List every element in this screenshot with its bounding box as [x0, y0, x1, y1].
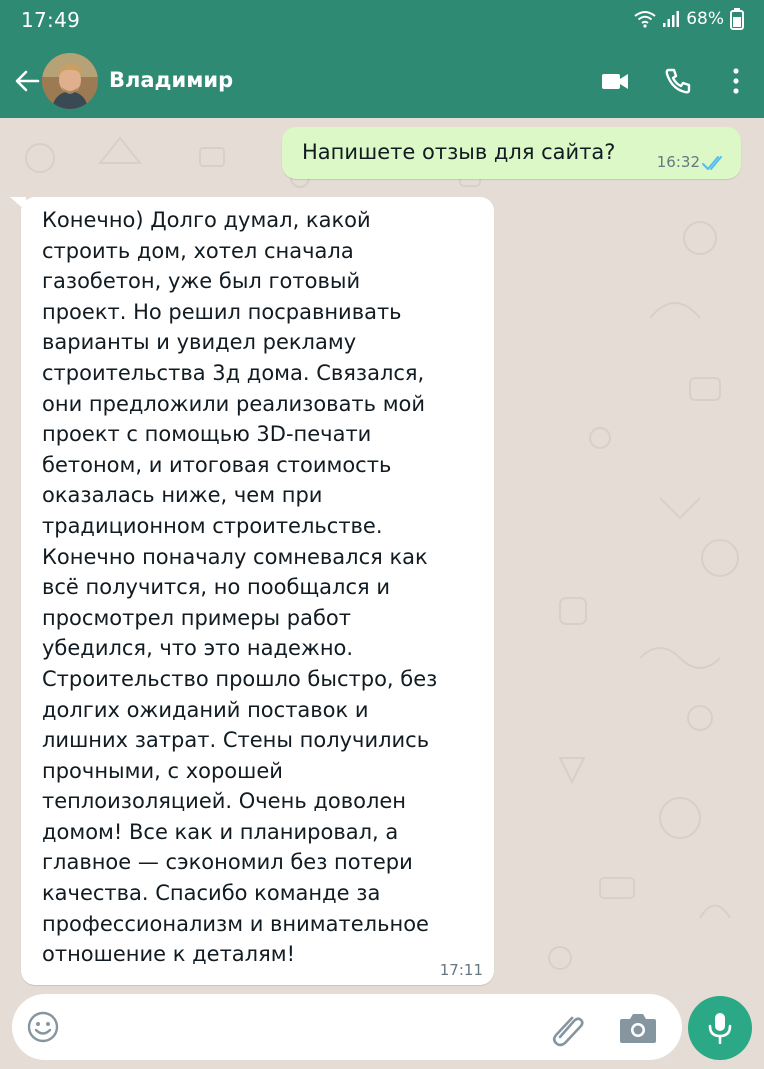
avatar[interactable]	[42, 53, 98, 109]
read-ticks-icon	[701, 155, 729, 171]
mic-icon	[707, 1012, 733, 1044]
message-input[interactable]	[74, 1008, 538, 1048]
battery-percent: 68%	[686, 9, 724, 29]
signal-icon	[662, 10, 680, 28]
video-call-icon	[600, 66, 630, 96]
attach-button[interactable]	[548, 1009, 586, 1047]
voice-call-button[interactable]	[663, 66, 693, 96]
battery-icon	[730, 8, 744, 30]
emoji-button[interactable]	[26, 1010, 60, 1044]
phone-icon	[663, 66, 693, 96]
more-vert-icon	[721, 66, 751, 96]
back-button[interactable]	[12, 66, 42, 96]
message-time: 17:11	[439, 961, 483, 979]
message-composer	[12, 994, 682, 1060]
incoming-message[interactable]	[21, 197, 494, 985]
message-text: Конечно) Долго думал, какой строить дом, хотел сначала газобетон, уже был готовый проект. Но решил посравнивать варианты и увидел рекламу строительства 3д дома. Связался, они предложили реализовать мой проект с помощью 3D-печати бетоном, и итоговая стоимость оказалась ниже, чем при традиционном строительстве. Конечно поначалу сомневался как всё получится, но пообщался и просмотрел примеры работ убедился, что это надежно. Строительство прошло быстро, без долгих ожиданий поставок и лишних затрат. Стены получились прочными, с хорошей теплоизоляцией. Очень доволен домом! Все как и планировал, а главное — сэкономил без потери качества. Спасибо команде за профессионализм и внимательное отношение к деталям!	[42, 208, 438, 967]
emoji-icon	[26, 1010, 60, 1044]
attach-icon	[548, 1009, 586, 1047]
contact-name[interactable]: Владимир	[109, 68, 234, 92]
status-bar	[0, 0, 764, 44]
more-options-button[interactable]	[721, 66, 751, 96]
message-time: 16:32	[656, 153, 700, 171]
camera-button[interactable]	[618, 1009, 658, 1047]
back-arrow-icon	[12, 66, 42, 96]
video-call-button[interactable]	[600, 66, 630, 96]
status-indicators	[634, 8, 744, 30]
wifi-icon	[634, 10, 656, 28]
voice-message-button[interactable]	[688, 996, 752, 1060]
message-text: Напишете отзыв для сайта?	[302, 140, 616, 164]
outgoing-message[interactable]	[282, 127, 741, 179]
camera-icon	[618, 1009, 658, 1047]
status-time: 17:49	[21, 8, 81, 32]
chat-header	[0, 44, 764, 118]
